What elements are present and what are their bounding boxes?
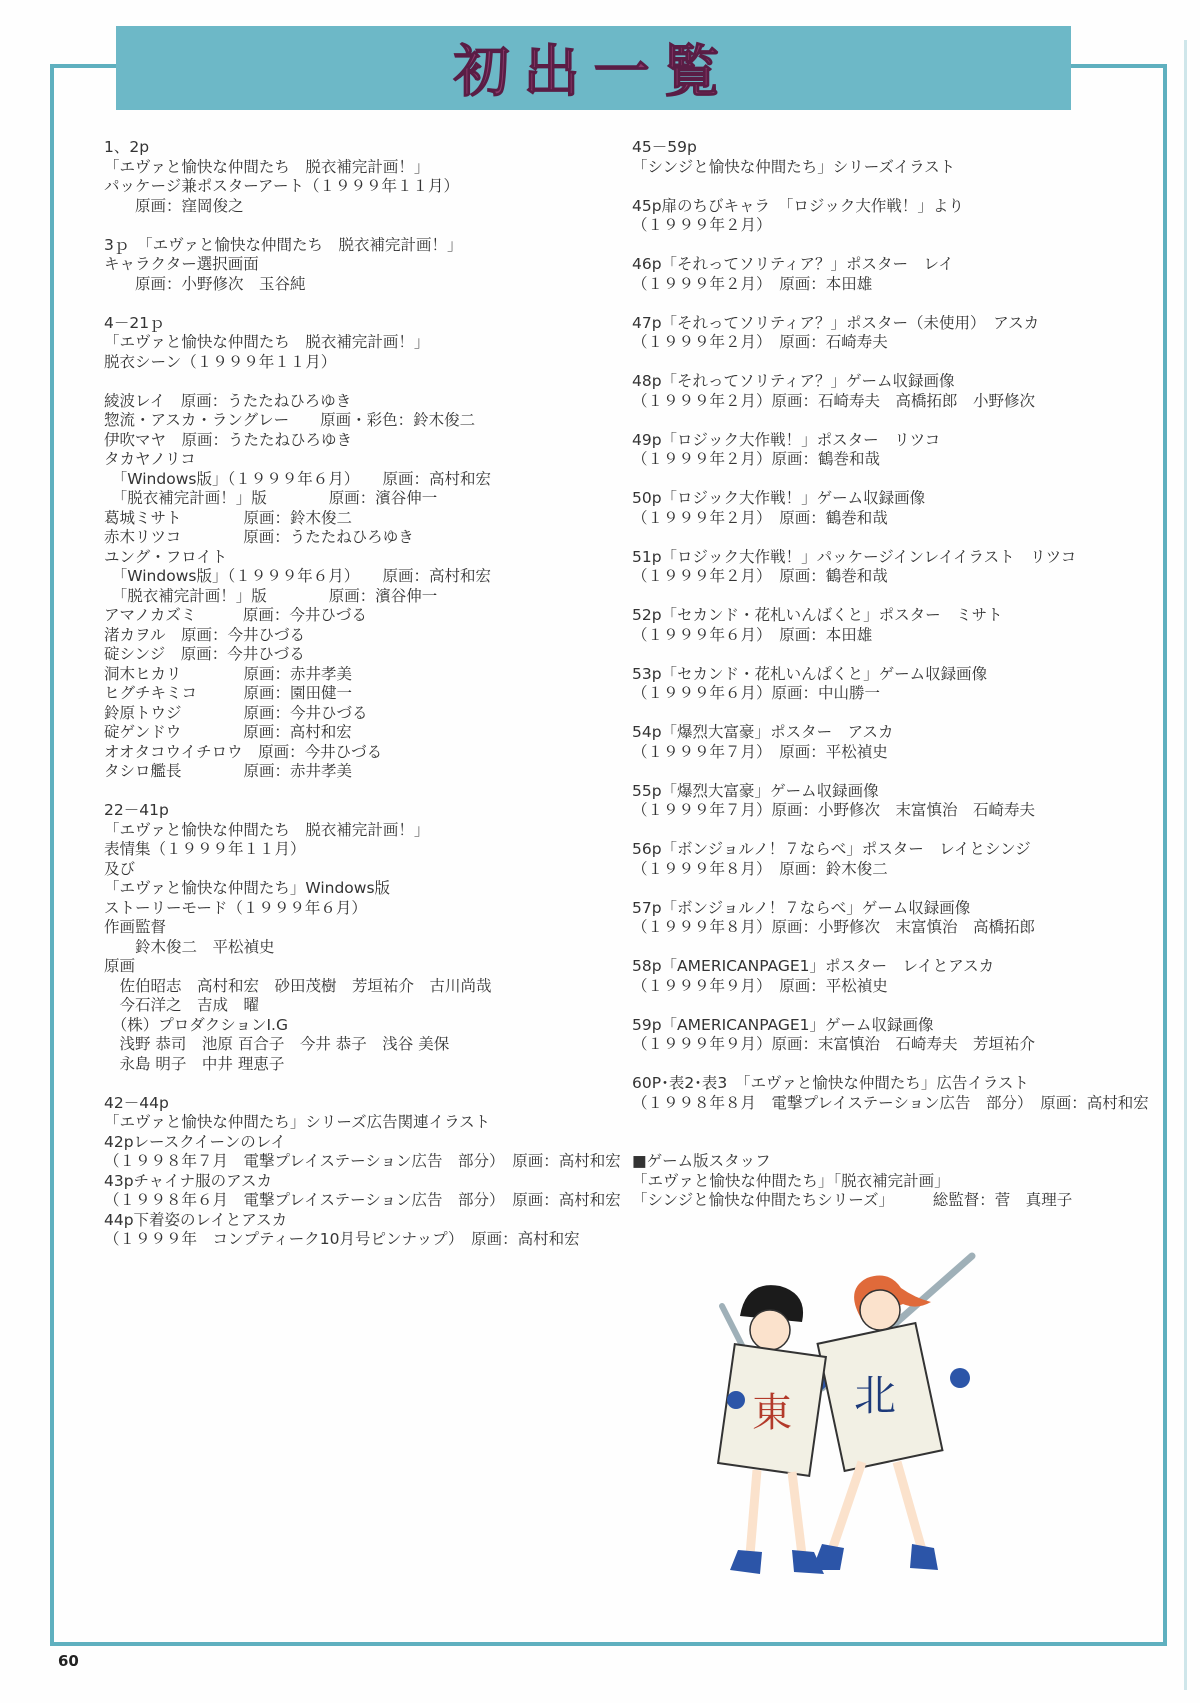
spacer: [632, 645, 1152, 665]
credit-line: 60P･表2･表3 「エヴァと愉快な仲間たち」広告イラスト: [632, 1074, 1029, 1092]
frame-border-right: [1163, 66, 1167, 1646]
spacer: [632, 938, 1152, 958]
credit-line: 4－21ｐ: [104, 313, 165, 332]
credit-line: オオタコウイチロウ 原画：今井ひづる: [104, 742, 383, 761]
credit-line: 「シンジと愉快な仲間たち」シリーズイラスト: [632, 157, 956, 176]
spacer: [632, 353, 1152, 373]
credit-line: アマノカズミ 原画：今井ひづる: [104, 606, 367, 624]
credit-line: 「脱衣補完計画！」版 原画：濱谷伸一: [104, 586, 438, 605]
credit-line: タカヤノリコ: [104, 450, 196, 468]
credit-line: （１９９９年２月）: [632, 216, 772, 234]
credit-line: 「エヴァと愉快な仲間たち 脱衣補完計画！」: [104, 333, 430, 351]
spacer: [632, 587, 1152, 607]
page-title: 初出一覧: [453, 39, 734, 105]
title-banner: [116, 26, 1071, 110]
credit-line: （１９９９年６月） 原画：本田雄: [632, 625, 873, 644]
spacer: [632, 704, 1152, 724]
credit-line: 49p「ロジック大作戦！」ポスター リツコ: [632, 430, 941, 449]
credit-line: 「シンジと愉快な仲間たちシリーズ」 総監督：菅 真理子: [632, 1191, 1073, 1209]
credit-line: 及び: [104, 859, 136, 878]
credit-line: 22－41p: [104, 801, 169, 819]
credit-line: （１９９９年２月） 原画：鶴巻和哉: [632, 567, 888, 585]
spacer: [632, 1133, 1152, 1153]
credit-line: 50p「ロジック大作戦！」ゲーム収録画像: [632, 489, 926, 507]
credit-line: （株）プロダクションI.G: [104, 1015, 288, 1034]
leg-right-a: [832, 1462, 862, 1550]
credit-line: ヒグチキミコ 原画：園田健一: [104, 684, 353, 702]
credit-line: （１９９８年８月 電撃プレイステーション広告 部分） 原画：高村和宏: [632, 1093, 1149, 1112]
glove-right-lower: [950, 1368, 970, 1388]
credit-line: タシロ艦長 原画：赤井孝美: [104, 762, 353, 780]
credit-line: 永島 明子 中井 理恵子: [104, 1054, 285, 1073]
credit-line: （１９９９年９月）原画：末富慎治 石崎寿夫 芳垣祐介: [632, 1035, 1036, 1053]
spacer: [632, 1113, 1152, 1133]
glove-left: [727, 1391, 745, 1409]
credit-line: 「エヴァと愉快な仲間たち 脱衣補完計画！」: [104, 820, 430, 839]
leg-left-a: [750, 1470, 757, 1555]
boot-right-b: [910, 1544, 938, 1570]
right-character: [812, 1276, 970, 1570]
credit-line: 葛城ミサト 原画：鈴木俊二: [104, 508, 353, 527]
credit-line: 佐伯昭志 高村和宏 砂田茂樹 芳垣祐介 古川尚哉: [104, 976, 492, 995]
credit-line: 56p「ボンジョルノ！７ならべ」ポスター レイとシンジ: [632, 840, 1031, 858]
credit-line: 45p扉のちびキャラ 「ロジック大作戦！」より: [632, 196, 964, 215]
credit-line: 58p「AMERICANPAGE1」ポスター レイとアスカ: [632, 957, 995, 975]
right-column: [632, 138, 1152, 1211]
credit-line: （１９９９年７月） 原画：平松禎史: [632, 742, 888, 761]
spacer: [632, 528, 1152, 548]
credit-line: 45－59p: [632, 138, 697, 156]
spacer: [104, 1074, 624, 1094]
left-character: [718, 1285, 826, 1574]
credit-line: 57p「ボンジョルノ！７ならべ」ゲーム収録画像: [632, 898, 971, 917]
credit-line: 3ｐ 「エヴァと愉快な仲間たち 脱衣補完計画！」: [104, 235, 463, 254]
spacer: [104, 372, 624, 392]
frame-border-left: [50, 66, 54, 1646]
credit-line: （１９９９年２月）原画：石崎寿夫 高橋拓郎 小野修次: [632, 391, 1036, 410]
spacer: [632, 879, 1152, 899]
credit-line: 「エヴァと愉快な仲間たち」「脱衣補完計画」: [632, 1171, 950, 1190]
credit-line: （１９９９年２月） 原画：鶴巻和哉: [632, 508, 888, 527]
credit-line: 碇ゲンドウ 原画：高村和宏: [104, 723, 352, 741]
frame-border-top-left: [50, 64, 116, 68]
credit-line: 「Windows版」（１９９９年６月） 原画：高村和宏: [104, 567, 491, 585]
credit-line: 渚カヲル 原画：今井ひづる: [104, 625, 306, 644]
credit-line: 55p「爆烈大富豪」ゲーム収録画像: [632, 781, 879, 800]
credit-line: 作画監督: [104, 918, 167, 936]
spacer: [632, 470, 1152, 490]
leg-right-b: [897, 1462, 922, 1550]
credit-line: 脱衣シーン（１９９９年１１月）: [104, 352, 337, 371]
credit-line: 43pチャイナ服のアスカ: [104, 1171, 272, 1190]
credit-line: 「エヴァと愉快な仲間たち」Windows版: [104, 879, 391, 897]
left-column: [104, 138, 624, 1250]
credit-line: 「脱衣補完計画！」版 原画：濱谷伸一: [104, 489, 438, 507]
credit-line: 表情集（１９９９年１１月）: [104, 840, 306, 858]
page-number: 60: [58, 1652, 79, 1670]
credit-line: （１９９９年８月）原画：小野修次 末富慎治 高橋拓郎: [632, 918, 1036, 936]
spacer: [104, 216, 624, 236]
credit-line: 原画：窪岡俊之: [104, 196, 244, 215]
credit-line: 今石洋之 吉成 曜: [104, 996, 260, 1014]
credit-line: 42－44p: [104, 1093, 169, 1112]
page-edge: [1184, 40, 1187, 1690]
credit-line: （１９９９年２月）原画：鶴巻和哉: [632, 450, 881, 468]
frame-border-top-right: [1071, 64, 1167, 68]
face-right: [860, 1290, 900, 1330]
credit-line: （１９９９年２月） 原画：石崎寿夫: [632, 333, 888, 351]
frame-border-bottom: [50, 1642, 1167, 1646]
credit-line: 59p「AMERICANPAGE1」ゲーム収録画像: [632, 1015, 934, 1034]
credit-line: 浅野 恭司 池原 百合子 今井 恭子 浅谷 美保: [104, 1035, 450, 1053]
credit-line: （１９９９年２月） 原画：本田雄: [632, 274, 873, 293]
credit-line: 53p「セカンド・花札いんぱくと」ゲーム収録画像: [632, 664, 988, 683]
credit-line: 原画：小野修次 玉谷純: [104, 274, 306, 293]
credit-line: 「Windows版」（１９９９年６月） 原画：高村和宏: [104, 469, 491, 488]
credit-line: 47p「それってソリティア？」ポスター（未使用） アスカ: [632, 313, 1040, 332]
credit-line: 51p「ロジック大作戦！」パッケージインレイイラスト リツコ: [632, 547, 1077, 566]
credit-line: ユング・フロイト: [104, 547, 228, 566]
spacer: [632, 411, 1152, 431]
credit-line: 洞木ヒカリ 原画：赤井孝美: [104, 664, 353, 683]
credit-line: 伊吹マヤ 原画：うたたねひろゆき: [104, 430, 353, 449]
credit-line: 46p「それってソリティア？」ポスター レイ: [632, 255, 954, 273]
credit-line: （１９９９年６月）原画：中山勝一: [632, 684, 881, 702]
credit-line: 碇シンジ 原画：今井ひづる: [104, 645, 305, 663]
credit-line: キャラクター選択画面: [104, 255, 259, 273]
spacer: [632, 294, 1152, 314]
spacer: [632, 1055, 1152, 1075]
credit-line: （１９９９年９月） 原画：平松禎史: [632, 976, 888, 995]
credit-line: 綾波レイ 原画：うたたねひろゆき: [104, 391, 352, 410]
credit-line: （１９９８年７月 電撃プレイステーション広告 部分） 原画：高村和宏: [104, 1152, 621, 1170]
credit-line: 原画: [104, 957, 136, 975]
spacer: [104, 782, 624, 802]
credit-line: 「エヴァと愉快な仲間たち 脱衣補完計画！」: [104, 157, 430, 176]
credit-line: 48p「それってソリティア？」ゲーム収録画像: [632, 372, 955, 390]
credit-line: 惣流・アスカ・ラングレー 原画・彩色：鈴木俊二: [104, 411, 476, 429]
spacer: [632, 996, 1152, 1016]
credit-line: 42pレースクイーンのレイ: [104, 1132, 286, 1151]
face-left: [750, 1310, 790, 1350]
credit-line: 1、2p: [104, 138, 150, 156]
credit-line: 「エヴァと愉快な仲間たち」シリーズ広告関連イラスト: [104, 1113, 491, 1131]
spacer: [632, 177, 1152, 197]
spacer: [632, 236, 1152, 256]
credit-line: パッケージ兼ポスターアート（１９９９年１１月）: [104, 177, 459, 195]
credit-line: 鈴木俊二 平松禎史: [104, 937, 275, 956]
mahjong-characters-illustration: [712, 1250, 1032, 1610]
credit-line: （１９９８年６月 電撃プレイステーション広告 部分） 原画：高村和宏: [104, 1191, 621, 1209]
spacer: [104, 294, 624, 314]
credit-line: ■ゲーム版スタッフ: [632, 1152, 771, 1170]
tile-glyph-east: 東: [752, 1390, 792, 1436]
spacer: [632, 821, 1152, 841]
credit-line: （１９９９年８月） 原画：鈴木俊二: [632, 859, 888, 878]
credit-line: 赤木リツコ 原画：うたたねひろゆき: [104, 528, 414, 546]
credit-line: 鈴原トウジ 原画：今井ひづる: [104, 703, 368, 722]
boot-left-a: [730, 1550, 762, 1574]
credit-line: 54p「爆烈大富豪」ポスター アスカ: [632, 723, 894, 741]
credit-line: （１９９９年 コンプティーク10月号ピンナップ） 原画：高村和宏: [104, 1230, 580, 1248]
credit-line: 44p下着姿のレイとアスカ: [104, 1210, 288, 1229]
credit-line: 52p「セカンド・花札いんばくと」ポスター ミサト: [632, 606, 1003, 624]
credit-line: ストーリーモード（１９９９年６月）: [104, 898, 367, 917]
tile-glyph-north: 北: [853, 1371, 897, 1420]
credit-line: （１９９９年７月）原画：小野修次 末富慎治 石崎寿夫: [632, 801, 1036, 819]
leg-left-b: [792, 1472, 802, 1555]
spacer: [632, 762, 1152, 782]
